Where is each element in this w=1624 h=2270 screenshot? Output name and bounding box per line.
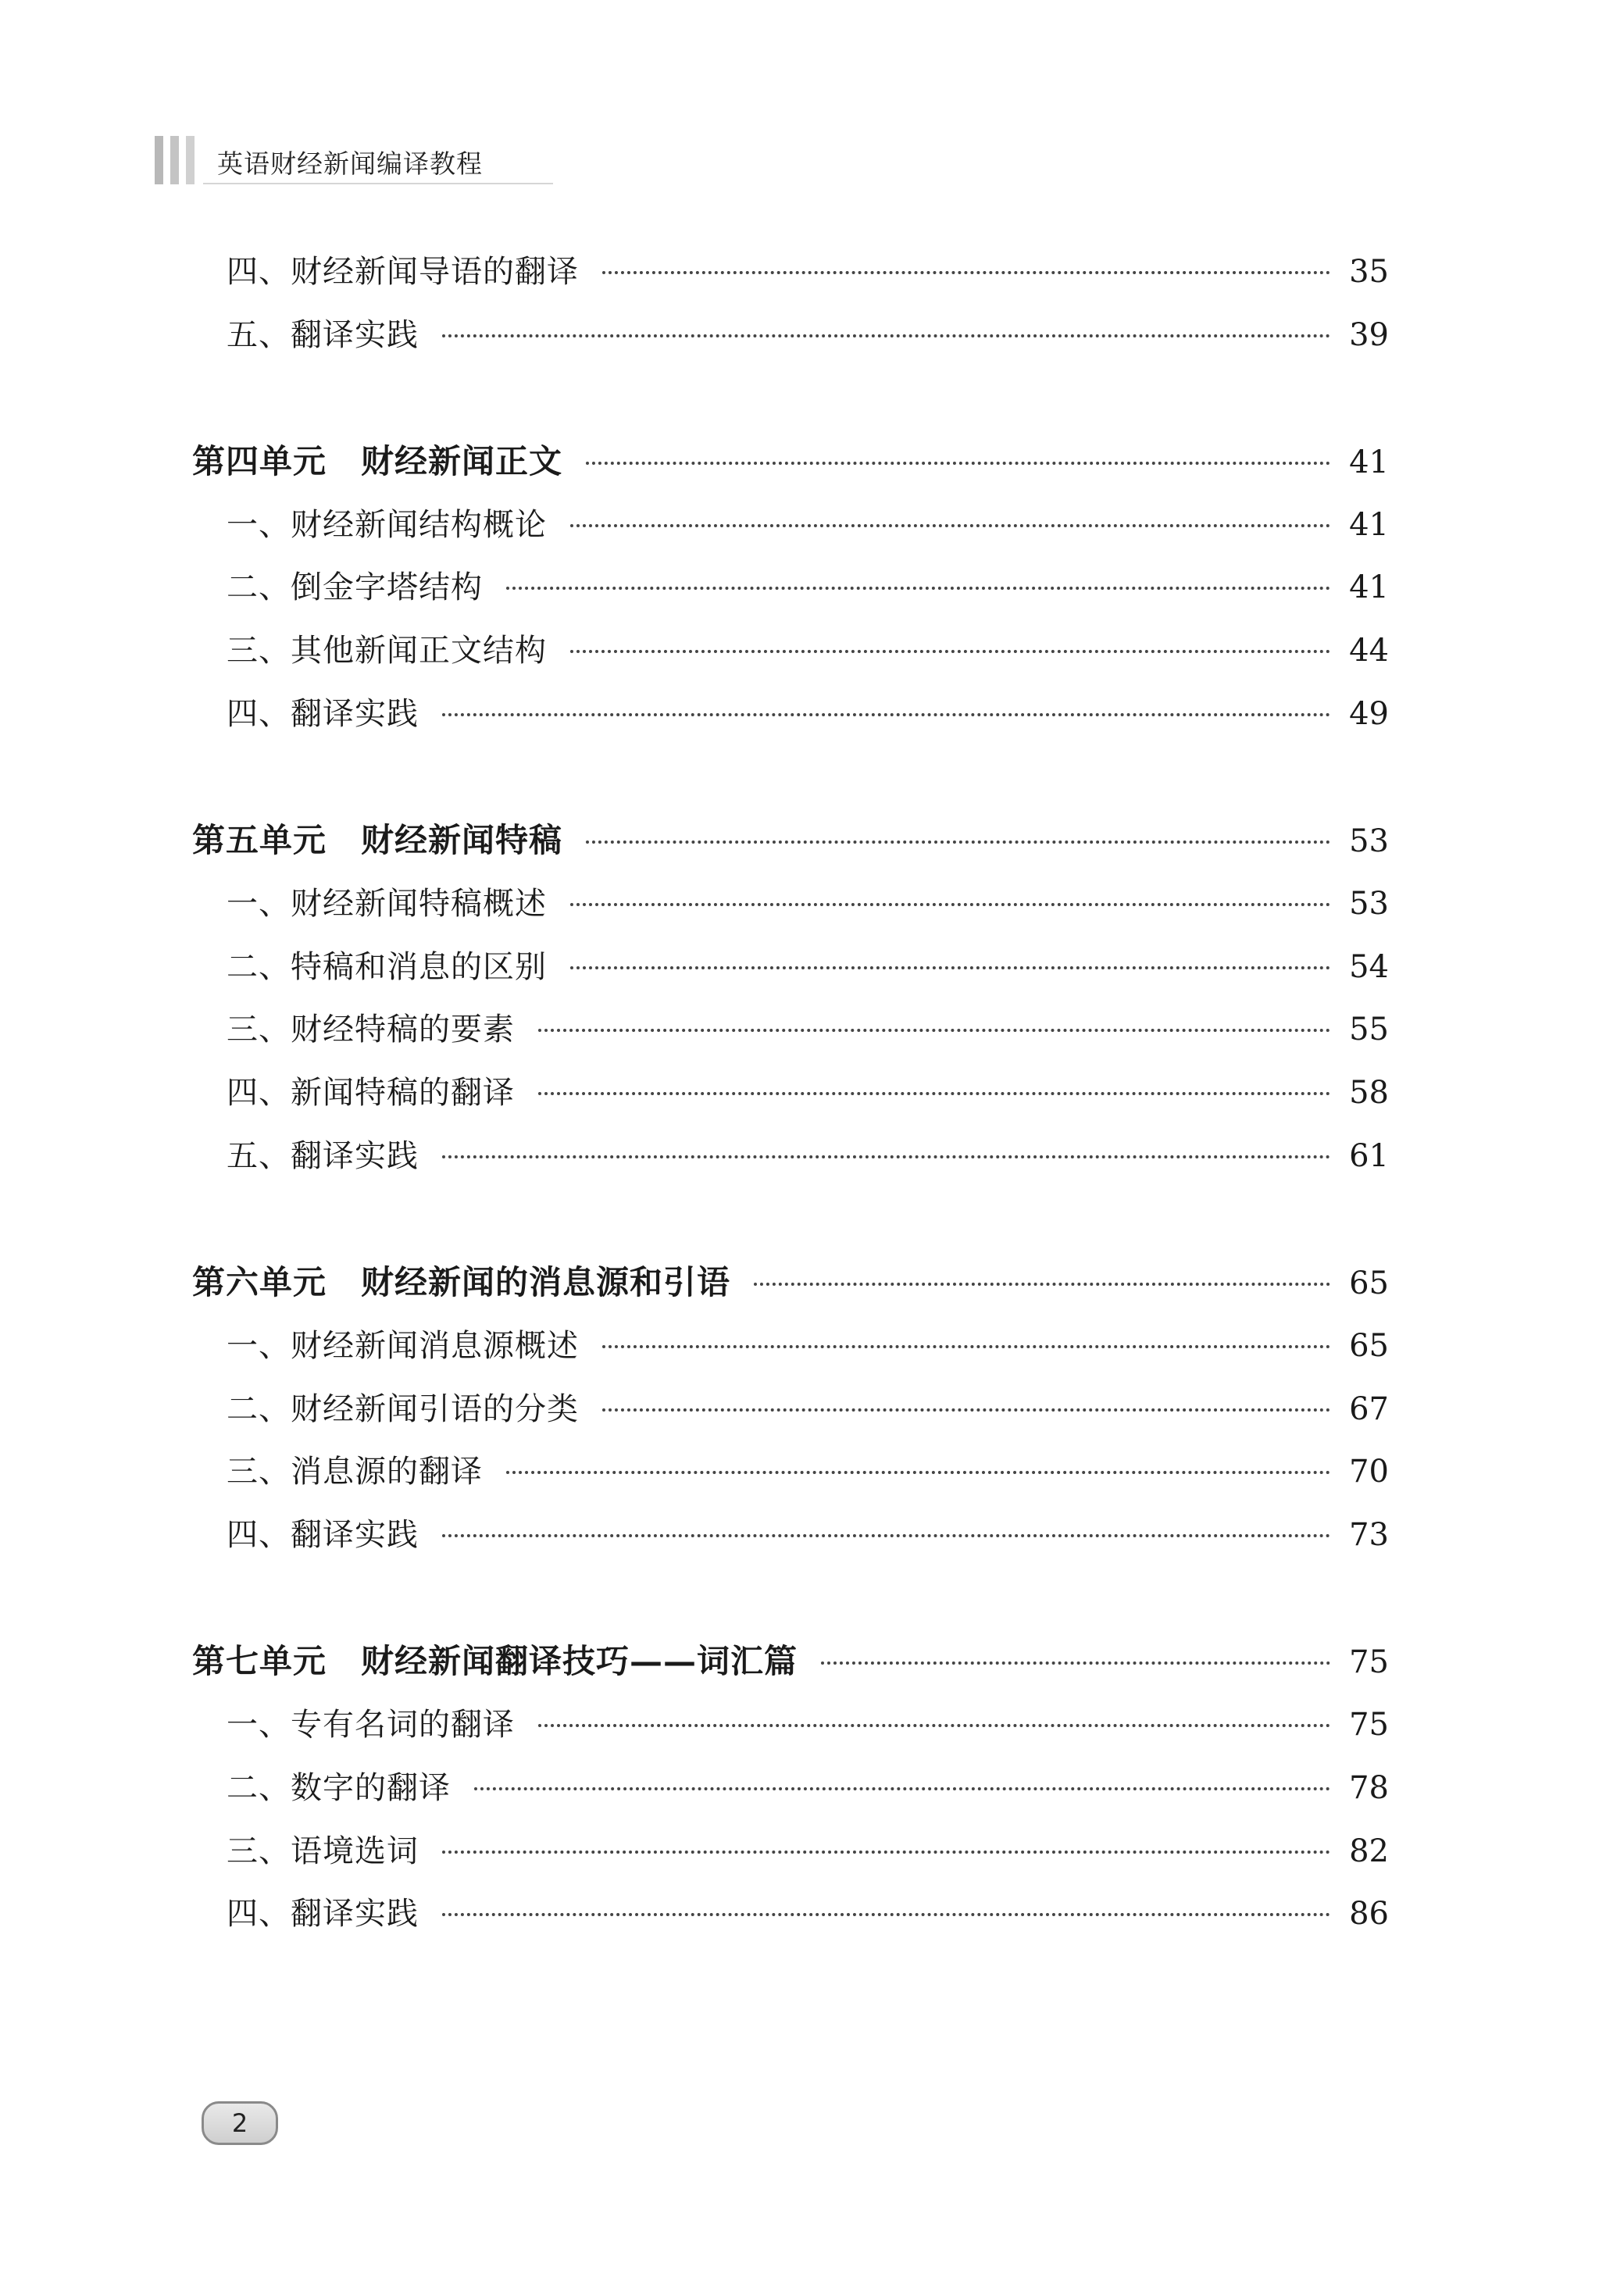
- toc-section-entry[interactable]: [227, 248, 1389, 295]
- section-title: 一、专有名词的翻译: [227, 1707, 515, 1743]
- page-ref: 78: [1349, 1770, 1389, 1806]
- dot-leader: [570, 650, 1330, 653]
- toc-section-entry[interactable]: [227, 1828, 1389, 1875]
- dot-leader: [442, 713, 1330, 716]
- toc-section-entry[interactable]: [227, 1765, 1389, 1811]
- toc-section-entry[interactable]: [227, 1322, 1389, 1369]
- dot-leader: [442, 334, 1330, 337]
- page-ref: 75: [1349, 1707, 1389, 1743]
- page-ref: 41: [1349, 507, 1389, 543]
- page-ref: 49: [1349, 696, 1389, 732]
- page-ref: 53: [1349, 886, 1389, 922]
- page-ref: 41: [1349, 444, 1389, 480]
- section-title: 三、财经特稿的要素: [227, 1012, 515, 1048]
- unit-heading: [192, 438, 562, 485]
- toc-section-entry[interactable]: [227, 691, 1389, 737]
- section-title: 三、消息源的翻译: [227, 1454, 483, 1490]
- toc-unit-entry[interactable]: [192, 817, 1389, 864]
- unit-heading: [192, 1638, 798, 1685]
- page-ref: 70: [1349, 1454, 1389, 1490]
- unit-number: 第五单元: [192, 821, 327, 859]
- dot-leader: [442, 1534, 1330, 1537]
- toc-section-entry[interactable]: [227, 1448, 1389, 1495]
- section-title: 二、倒金字塔结构: [227, 569, 483, 605]
- dot-leader: [538, 1724, 1330, 1727]
- section-title: 五、翻译实践: [227, 1138, 419, 1174]
- section-title: 四、财经新闻导语的翻译: [227, 254, 579, 290]
- toc-section-entry[interactable]: [227, 1069, 1389, 1116]
- page-ref: 86: [1349, 1896, 1389, 1932]
- toc-section-entry[interactable]: [227, 501, 1389, 548]
- book-title: 英语财经新闻编译教程: [217, 148, 483, 179]
- page-ref: 54: [1349, 949, 1389, 985]
- page-ref: 82: [1349, 1833, 1389, 1869]
- toc-section-entry[interactable]: [227, 312, 1389, 359]
- dot-leader: [602, 271, 1330, 274]
- dot-leader: [442, 1155, 1330, 1158]
- page-ref: 58: [1349, 1075, 1389, 1111]
- dot-leader: [821, 1661, 1330, 1665]
- toc-unit-entry[interactable]: [192, 1638, 1389, 1685]
- dot-leader: [506, 1471, 1330, 1474]
- section-title: 三、语境选词: [227, 1833, 419, 1869]
- page-ref: 44: [1349, 633, 1389, 669]
- dot-leader: [570, 524, 1330, 527]
- toc-section-entry[interactable]: [227, 1006, 1389, 1053]
- page-ref: 53: [1349, 823, 1389, 859]
- unit-title: 财经新闻特稿: [361, 821, 563, 859]
- unit-number: 第六单元: [192, 1263, 327, 1301]
- toc-section-entry[interactable]: [227, 1512, 1389, 1558]
- section-title: 一、财经新闻特稿概述: [227, 886, 547, 922]
- toc-section-entry[interactable]: [227, 1701, 1389, 1748]
- section-title: 二、特稿和消息的区别: [227, 949, 547, 985]
- page-ref: 41: [1349, 569, 1389, 605]
- page-number: 2: [202, 2101, 278, 2145]
- toc-section-entry[interactable]: [227, 944, 1389, 990]
- toc-section-entry[interactable]: [227, 627, 1389, 674]
- section-title: 五、翻译实践: [227, 317, 419, 353]
- unit-heading: [192, 1259, 730, 1306]
- toc-unit-entry[interactable]: [192, 438, 1389, 485]
- toc-unit-entry[interactable]: [192, 1259, 1389, 1306]
- dot-leader: [474, 1787, 1330, 1790]
- page-ref: 61: [1349, 1138, 1389, 1174]
- dot-leader: [538, 1029, 1330, 1032]
- unit-number: 第七单元: [192, 1642, 327, 1680]
- dot-leader: [506, 587, 1330, 590]
- section-title: 三、其他新闻正文结构: [227, 633, 547, 669]
- page-ref: 55: [1349, 1012, 1389, 1048]
- section-title: 四、翻译实践: [227, 696, 419, 732]
- unit-heading: [192, 817, 562, 864]
- unit-number: 第四单元: [192, 442, 327, 480]
- page-ref: 65: [1349, 1328, 1389, 1364]
- dot-leader: [442, 1851, 1330, 1854]
- dot-leader: [586, 841, 1330, 844]
- toc-section-entry[interactable]: [227, 1133, 1389, 1180]
- dot-leader: [538, 1092, 1330, 1095]
- section-title: 四、翻译实践: [227, 1517, 419, 1553]
- unit-title: 财经新闻的消息源和引语: [361, 1263, 731, 1301]
- dot-leader: [754, 1283, 1330, 1286]
- section-title: 四、新闻特稿的翻译: [227, 1075, 515, 1111]
- toc-section-entry[interactable]: [227, 564, 1389, 611]
- page-ref: 65: [1349, 1265, 1389, 1301]
- page-ref: 35: [1349, 254, 1389, 290]
- section-title: 一、财经新闻消息源概述: [227, 1328, 579, 1364]
- toc-section-entry[interactable]: [227, 1386, 1389, 1433]
- dot-leader: [442, 1913, 1330, 1916]
- page-ref: 75: [1349, 1644, 1389, 1680]
- page-ref: 39: [1349, 317, 1389, 353]
- dot-leader: [570, 903, 1330, 906]
- toc-section-entry[interactable]: [227, 1890, 1389, 1937]
- dot-leader: [602, 1408, 1330, 1412]
- page-ref: 67: [1349, 1391, 1389, 1427]
- section-title: 二、财经新闻引语的分类: [227, 1391, 579, 1427]
- unit-title: 财经新闻翻译技巧——词汇篇: [361, 1642, 798, 1680]
- page-ref: 73: [1349, 1517, 1389, 1553]
- section-title: 四、翻译实践: [227, 1896, 419, 1932]
- dot-leader: [570, 966, 1330, 969]
- dot-leader: [602, 1345, 1330, 1348]
- unit-title: 财经新闻正文: [361, 442, 563, 480]
- toc-section-entry[interactable]: [227, 880, 1389, 927]
- section-title: 二、数字的翻译: [227, 1770, 451, 1806]
- dot-leader: [586, 462, 1330, 465]
- section-title: 一、财经新闻结构概论: [227, 507, 547, 543]
